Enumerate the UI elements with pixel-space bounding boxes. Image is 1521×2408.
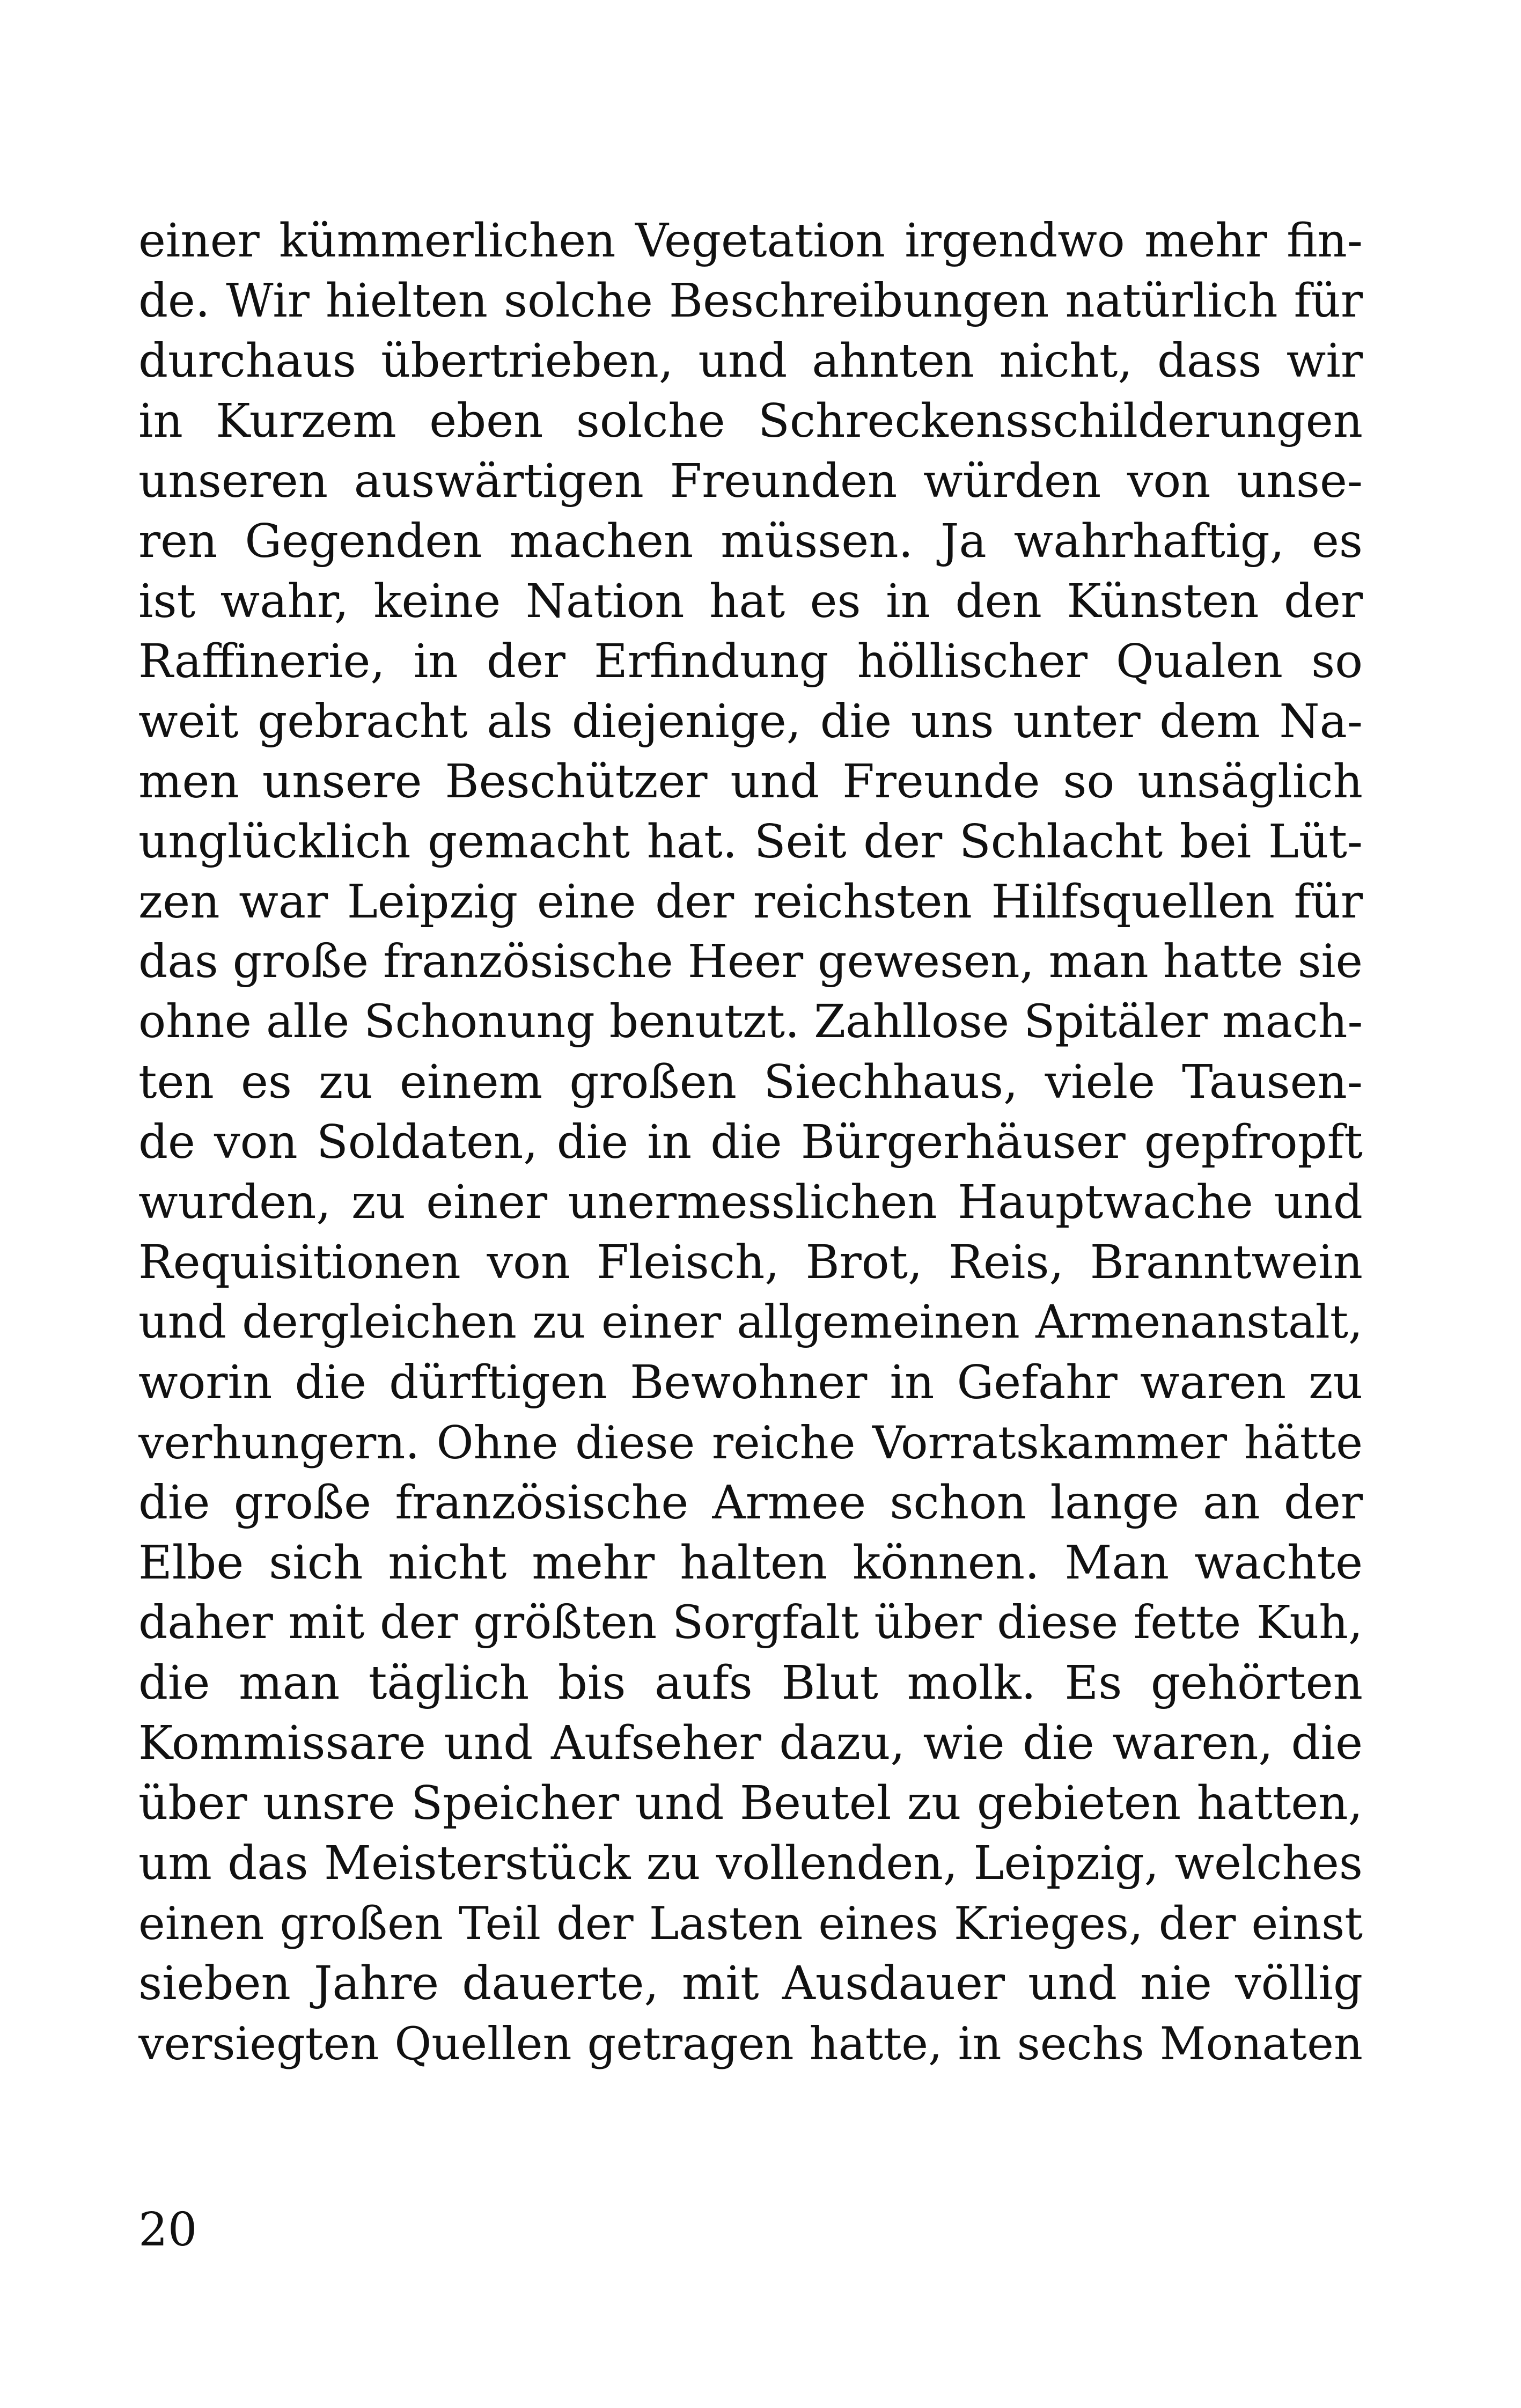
text-line: die man täglich bis aufs Blut molk. Es gehörten xyxy=(138,1656,1363,1710)
text-line: unseren auswärtigen Freunden würden von unse- xyxy=(138,454,1363,508)
text-line: ren Gegenden machen müssen. Ja wahrhaftig, es xyxy=(138,515,1363,568)
text-line: Kommissare und Aufseher dazu, wie die waren, die xyxy=(138,1716,1363,1770)
text-line: zen war Leipzig eine der reichsten Hilfsquellen für xyxy=(138,875,1363,929)
text-line: ohne alle Schonung benutzt. Zahllose Spitäler mach- xyxy=(138,995,1363,1048)
text-line: ten es zu einem großen Siechhaus, viele Tausen- xyxy=(138,1055,1363,1109)
text-line: das große französische Heer gewesen, man hatte sie xyxy=(138,935,1363,988)
body-text xyxy=(138,211,1363,2074)
text-line: weit gebracht als diejenige, die uns unter dem Na- xyxy=(138,695,1363,748)
text-line: einer kümmerlichen Vegetation irgendwo mehr fin- xyxy=(138,214,1363,268)
text-line: verhungern. Ohne diese reiche Vorratskammer hätte xyxy=(138,1416,1363,1469)
text-line: die große französische Armee schon lange an der xyxy=(138,1476,1363,1530)
text-line: Requisitionen von Fleisch, Brot, Reis, Branntwein xyxy=(138,1236,1363,1289)
text-line: Elbe sich nicht mehr halten können. Man wachte xyxy=(138,1536,1363,1590)
text-line: über unsre Speicher und Beutel zu gebieten hatten, xyxy=(138,1776,1363,1830)
text-line: sieben Jahre dauerte, mit Ausdauer und nie völlig xyxy=(138,1957,1363,2010)
text-line: in Kurzem eben solche Schreckensschilderungen xyxy=(138,394,1363,448)
text-line: und dergleichen zu einer allgemeinen Armenanstalt, xyxy=(138,1296,1363,1349)
text-line: unglücklich gemacht hat. Seit der Schlacht bei Lüt- xyxy=(138,815,1363,869)
text-line: Raffinerie, in der Erfindung höllischer Qualen so xyxy=(138,635,1363,688)
text-line: versiegten Quellen getragen hatte, in sechs Monaten xyxy=(138,2017,1363,2070)
text-line: men unsere Beschützer und Freunde so unsäglich xyxy=(138,755,1363,809)
text-line: worin die dürftigen Bewohner in Gefahr waren zu xyxy=(138,1356,1363,1409)
text-line: einen großen Teil der Lasten eines Krieges, der einst xyxy=(138,1897,1363,1950)
text-line: daher mit der größten Sorgfalt über diese fette Kuh, xyxy=(138,1596,1363,1649)
text-line: de von Soldaten, die in die Bürgerhäuser gepfropft xyxy=(138,1115,1363,1169)
page-number: 20 xyxy=(138,2203,197,2257)
text-line: durchaus übertrieben, und ahnten nicht, dass wir xyxy=(138,334,1363,388)
text-line: um das Meisterstück zu vollenden, Leipzig, welches xyxy=(138,1837,1363,1890)
text-line: wurden, zu einer unermesslichen Hauptwache und xyxy=(138,1176,1363,1229)
text-line: de. Wir hielten solche Beschreibungen natürlich für xyxy=(138,274,1363,328)
text-line: ist wahr, keine Nation hat es in den Künsten der xyxy=(138,575,1363,628)
